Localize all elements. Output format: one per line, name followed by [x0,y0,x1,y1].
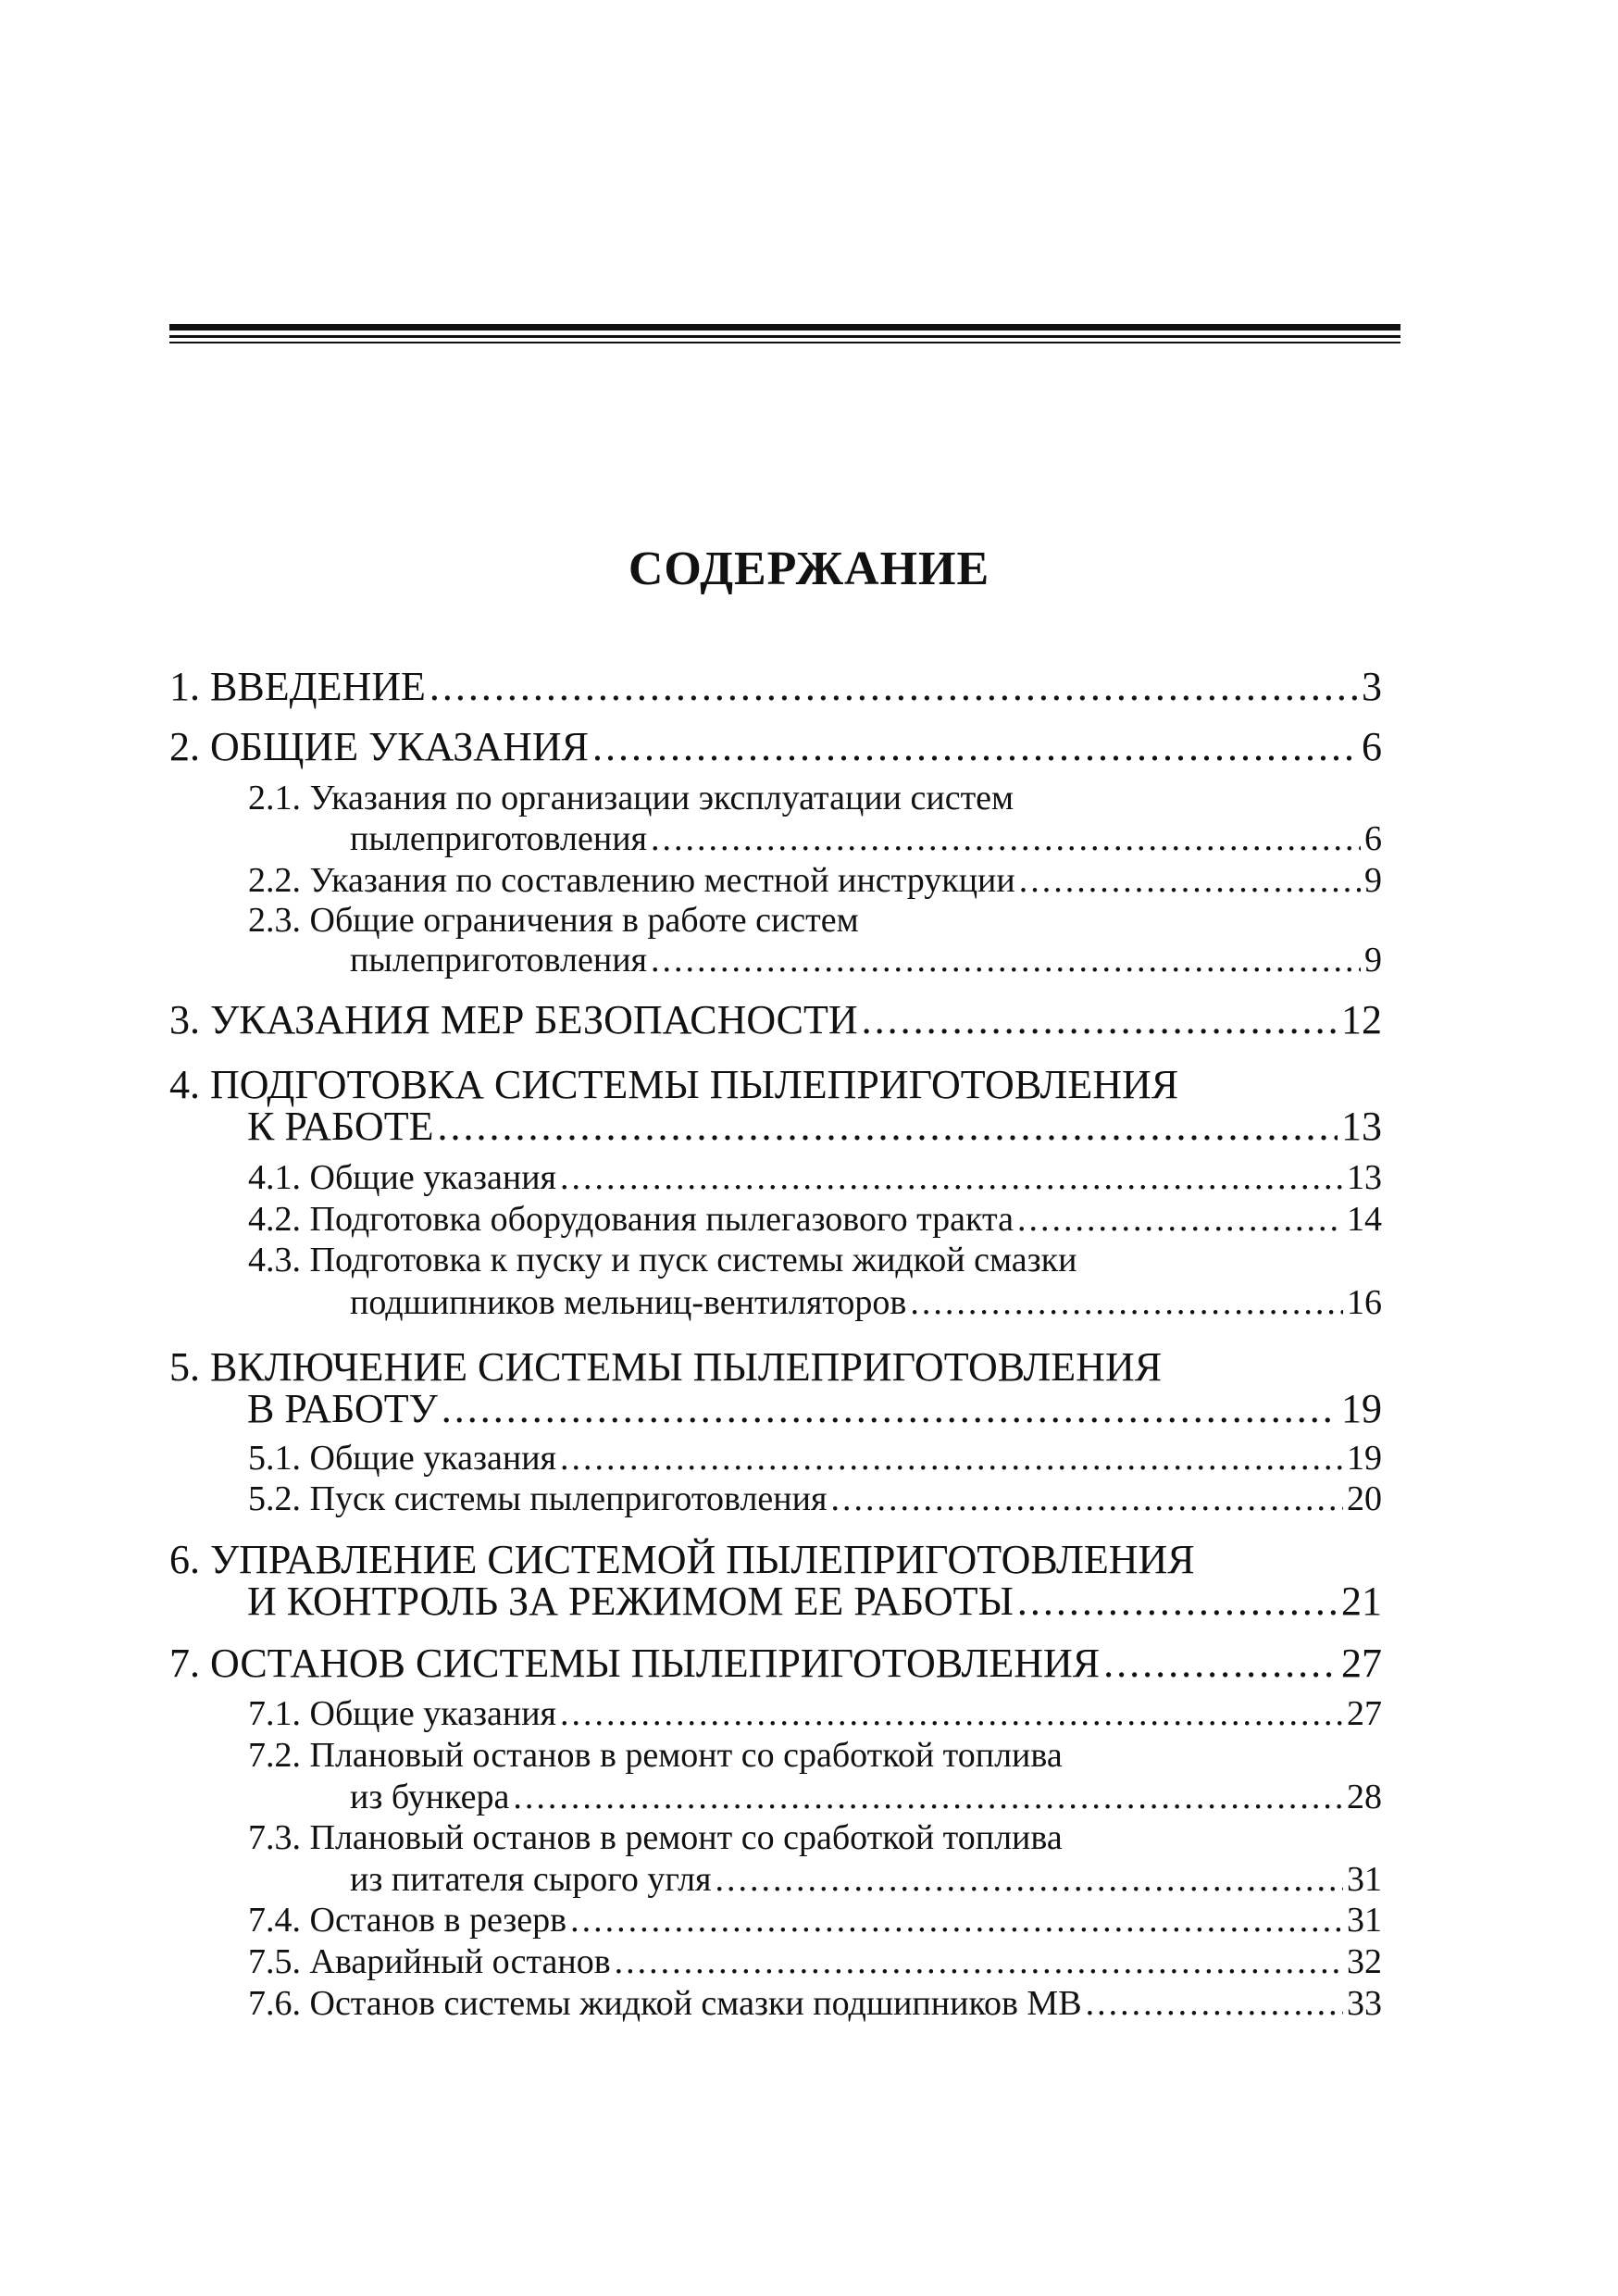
dot-leader [862,1000,1338,1041]
toc-page-number: 32 [1347,1942,1382,1981]
dot-leader [560,1160,1343,1195]
toc-entry-2-1[interactable] [350,821,1382,856]
dot-leader [830,1481,1343,1516]
toc-entry-4-line1[interactable]: 4. ПОДГОТОВКА СИСТЕМЫ ПЫЛЕПРИГОТОВЛЕНИЯ [169,1062,1179,1107]
toc-page-number: 31 [1347,1860,1382,1899]
toc-entry-4-3-line1[interactable]: 4.3. Подготовка к пуску и пуск системы жидкой смазки [248,1241,1077,1279]
toc-entry-2-3[interactable] [350,942,1382,978]
dot-leader [560,1696,1343,1731]
toc-page-number: 33 [1347,1984,1382,2023]
toc-entry-label: 1. ВВЕДЕНИЕ [169,664,426,709]
toc-page-number: 14 [1347,1200,1382,1239]
dot-leader [429,667,1358,707]
toc-entry-7-2-line1[interactable]: 7.2. Плановый останов в ремонт со сработкой топлива [248,1736,1063,1775]
dot-leader [570,1903,1343,1938]
toc-entry-label: пылеприготовления [350,819,648,858]
toc-page-number: 9 [1364,941,1382,980]
toc-entry-1[interactable] [169,664,1382,709]
dot-leader [560,1441,1343,1476]
header-rule-thick [169,324,1400,331]
dot-leader [1086,1986,1343,2021]
toc-entry-7-6[interactable] [248,1986,1382,2021]
toc-entry-6-line1[interactable]: 6. УПРАВЛЕНИЕ СИСТЕМОЙ ПЫЛЕПРИГОТОВЛЕНИЯ [169,1537,1195,1582]
page-title: СОДЕРЖАНИЕ [628,543,990,595]
toc-entry-label: 2.2. Указания по составлению местной инструкции [248,861,1015,900]
header-rule-thin [169,335,1400,338]
dot-leader [1103,1643,1338,1684]
toc-entry-label: 5.2. Пуск системы пылеприготовления [248,1479,828,1518]
toc-page-number: 12 [1341,997,1382,1042]
toc-entry-label: из бункера [350,1778,510,1816]
toc-entry-label: 7.5. Аварийный останов [248,1942,611,1981]
toc-page-number: 6 [1364,819,1382,858]
toc-entry-7-4[interactable] [248,1903,1382,1938]
dot-leader [1017,1202,1343,1237]
toc-entry-4-3[interactable] [350,1285,1382,1320]
toc-entry-2-1-line1[interactable]: 2.1. Указания по организации эксплуатации систем [248,779,1014,817]
toc-page-number: 13 [1341,1104,1382,1149]
dot-leader [716,1862,1343,1897]
toc-entry-3[interactable] [169,997,1382,1042]
toc-entry-6[interactable] [247,1578,1382,1624]
toc-entry-7[interactable] [169,1643,1382,1684]
toc-entry-7-3[interactable] [350,1862,1382,1897]
toc-entry-label: 7.4. Останов в резерв [248,1901,567,1940]
dot-leader [1019,863,1361,898]
toc-entry-label: 7.6. Останов системы жидкой смазки подшипников МВ [248,1984,1082,2023]
toc-entry-label: из питателя сырого угля [350,1860,712,1899]
toc-entry-5-2[interactable] [248,1481,1382,1516]
toc-page-number: 16 [1347,1283,1382,1322]
toc-page-number: 20 [1347,1479,1382,1518]
toc-page-number: 9 [1364,861,1382,900]
toc-entry-4[interactable] [247,1106,1382,1147]
dot-leader [910,1285,1343,1320]
dot-leader [651,942,1361,978]
toc-entry-label: 5.1. Общие указания [248,1439,557,1478]
toc-page-number: 3 [1362,664,1382,709]
toc-entry-label: 7.1. Общие указания [248,1694,557,1733]
toc-entry-7-3-line1[interactable]: 7.3. Плановый останов в ремонт со сработкой топлива [248,1818,1063,1857]
dot-leader [1017,1581,1338,1622]
toc-page-number: 6 [1362,724,1382,769]
dot-leader [615,1944,1343,1979]
toc-page-number: 19 [1347,1439,1382,1478]
toc-entry-label: В РАБОТУ [247,1386,438,1431]
toc-entry-label: 4.2. Подготовка оборудования пылегазового тракта [248,1200,1014,1239]
dot-leader [592,727,1358,767]
toc-entry-4-2[interactable] [248,1202,1382,1237]
dot-leader [437,1106,1338,1147]
toc-entry-5[interactable] [247,1386,1382,1431]
toc-entry-7-2[interactable] [350,1779,1382,1815]
toc-entry-label: пылеприготовления [350,941,648,980]
toc-page-number: 13 [1347,1158,1382,1197]
toc-entry-label: 4.1. Общие указания [248,1158,557,1197]
toc-entry-label: 7. ОСТАНОВ СИСТЕМЫ ПЫЛЕПРИГОТОВЛЕНИЯ [169,1641,1101,1686]
toc-page-number: 21 [1341,1578,1382,1624]
toc-entry-label: 3. УКАЗАНИЯ МЕР БЕЗОПАСНОСТИ [169,997,858,1042]
toc-entry-label: 2. ОБЩИЕ УКАЗАНИЯ [169,724,589,769]
toc-entry-5-1[interactable] [248,1441,1382,1476]
toc-entry-2[interactable] [169,724,1382,769]
toc-page-number: 27 [1347,1694,1382,1733]
toc-entry-4-1[interactable] [248,1160,1382,1195]
toc-page-number: 27 [1341,1641,1382,1686]
toc-entry-2-3-line1[interactable]: 2.3. Общие ограничения в работе систем [248,901,859,940]
dot-leader [513,1779,1343,1815]
header-rule-thin [169,342,1400,343]
toc-entry-label: подшипников мельниц-вентиляторов [350,1283,907,1322]
toc-entry-7-1[interactable] [248,1696,1382,1731]
toc-page-number: 19 [1341,1386,1382,1431]
toc-entry-7-5[interactable] [248,1944,1382,1979]
toc-entry-label: К РАБОТЕ [247,1104,434,1149]
toc-page-number: 28 [1347,1778,1382,1816]
toc-page-number: 31 [1347,1901,1382,1940]
dot-leader [651,821,1361,856]
toc-entry-2-2[interactable] [248,863,1382,898]
toc-entry-5-line1[interactable]: 5. ВКЛЮЧЕНИЕ СИСТЕМЫ ПЫЛЕПРИГОТОВЛЕНИЯ [169,1344,1163,1390]
toc-entry-label: И КОНТРОЛЬ ЗА РЕЖИМОМ ЕЕ РАБОТЫ [247,1578,1014,1624]
dot-leader [442,1389,1338,1429]
